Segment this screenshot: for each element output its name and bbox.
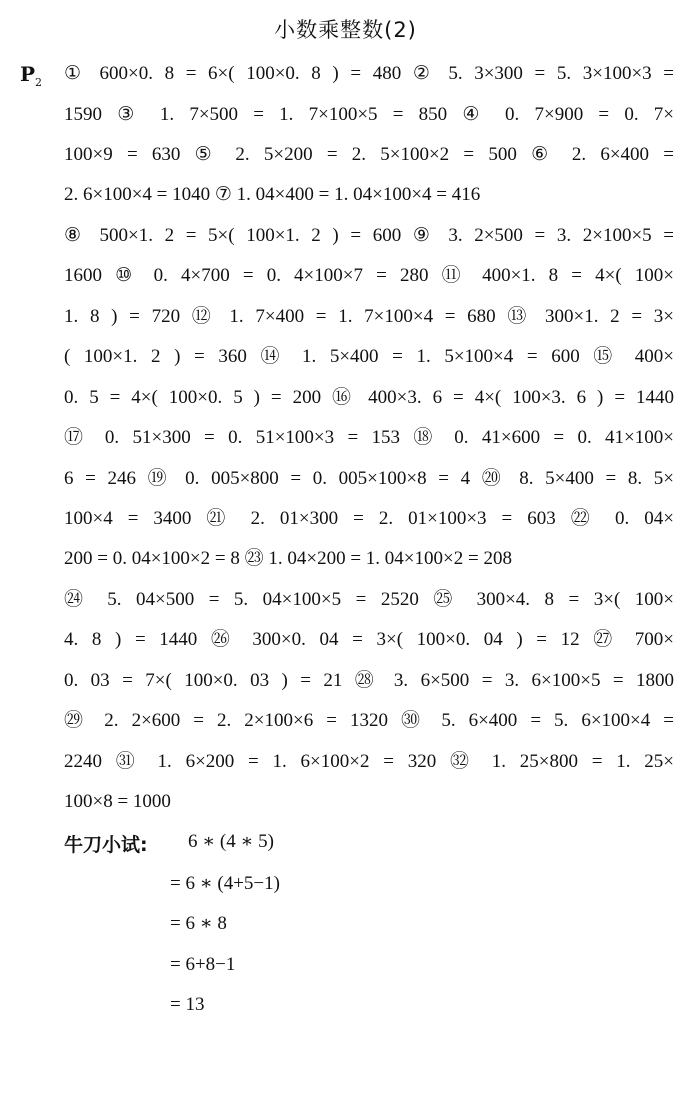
answer-line-8: ( 100×1. 2 ) = 360 ⑭ 1. 5×400 = 1. 5×100×4 = 600 ⑮ 400×: [64, 346, 674, 367]
page-number: 2: [35, 76, 43, 89]
answer-line-18: 2240 ㉛ 1. 6×200 = 1. 6×100×2 = 320 ㉜ 1. 25×800 = 1. 25×: [64, 751, 674, 772]
try-it-expression: 6 ∗ (4 ∗ 5): [188, 831, 274, 852]
answer-line-6: 1600 ⑩ 0. 4×700 = 0. 4×100×7 = 280 ⑪ 400×1. 8 = 4×( 100×: [64, 265, 674, 286]
answer-line-12: 100×4 = 3400 ㉑ 2. 01×300 = 2. 01×100×3 = 603 ㉒ 0. 04×: [64, 508, 674, 529]
page-letter: P: [20, 62, 36, 86]
answer-line-7: 1. 8 ) = 720 ⑫ 1. 7×400 = 1. 7×100×4 = 680 ⑬ 300×1. 2 = 3×: [64, 306, 674, 327]
answer-line-16: 0. 03 = 7×( 100×0. 03 ) = 21 ㉘ 3. 6×500 = 3. 6×100×5 = 1800: [64, 670, 674, 691]
answer-line-19: 100×8 = 1000: [64, 791, 171, 812]
answer-line-13: 200 = 0. 04×100×2 = 8 ㉓ 1. 04×200 = 1. 04×100×2 = 208: [64, 548, 512, 569]
answer-line-11: 6 = 246 ⑲ 0. 005×800 = 0. 005×100×8 = 4 ⑳ 8. 5×400 = 8. 5×: [64, 468, 674, 489]
answer-line-3: 100×9 = 630 ⑤ 2. 5×200 = 2. 5×100×2 = 500 ⑥ 2. 6×400 =: [64, 144, 674, 165]
try-it-step-2: = 6 ∗ 8: [170, 913, 227, 934]
answer-line-1: ① 600×0. 8 = 6×( 100×0. 8 ) = 480 ② 5. 3×300 = 5. 3×100×3 =: [64, 63, 674, 84]
answer-line-5: ⑧ 500×1. 2 = 5×( 100×1. 2 ) = 600 ⑨ 3. 2×500 = 3. 2×100×5 =: [64, 225, 674, 246]
answer-line-17: ㉙ 2. 2×600 = 2. 2×100×6 = 1320 ㉚ 5. 6×400 = 5. 6×100×4 =: [64, 710, 674, 731]
try-it-step-3: = 6+8−1: [170, 954, 236, 975]
try-it-step-1: = 6 ∗ (4+5−1): [170, 873, 280, 894]
answer-line-4: 2. 6×100×4 = 1040 ⑦ 1. 04×400 = 1. 04×100×4 = 416: [64, 184, 481, 205]
page-title: 小数乘整数(2): [274, 18, 417, 42]
page-number-label: [20, 62, 42, 89]
answer-line-15: 4. 8 ) = 1440 ㉖ 300×0. 04 = 3×( 100×0. 04 ) = 12 ㉗ 700×: [64, 629, 674, 650]
try-it-label: 牛刀小试:: [64, 834, 148, 856]
answer-line-2: 1590 ③ 1. 7×500 = 1. 7×100×5 = 850 ④ 0. 7×900 = 0. 7×: [64, 104, 674, 125]
answer-line-14: ㉔ 5. 04×500 = 5. 04×100×5 = 2520 ㉕ 300×4. 8 = 3×( 100×: [64, 589, 674, 610]
answer-line-9: 0. 5 = 4×( 100×0. 5 ) = 200 ⑯ 400×3. 6 = 4×( 100×3. 6 ) = 1440: [64, 387, 674, 408]
answer-line-10: ⑰ 0. 51×300 = 0. 51×100×3 = 153 ⑱ 0. 41×600 = 0. 41×100×: [64, 427, 674, 448]
try-it-step-4: = 13: [170, 994, 205, 1015]
